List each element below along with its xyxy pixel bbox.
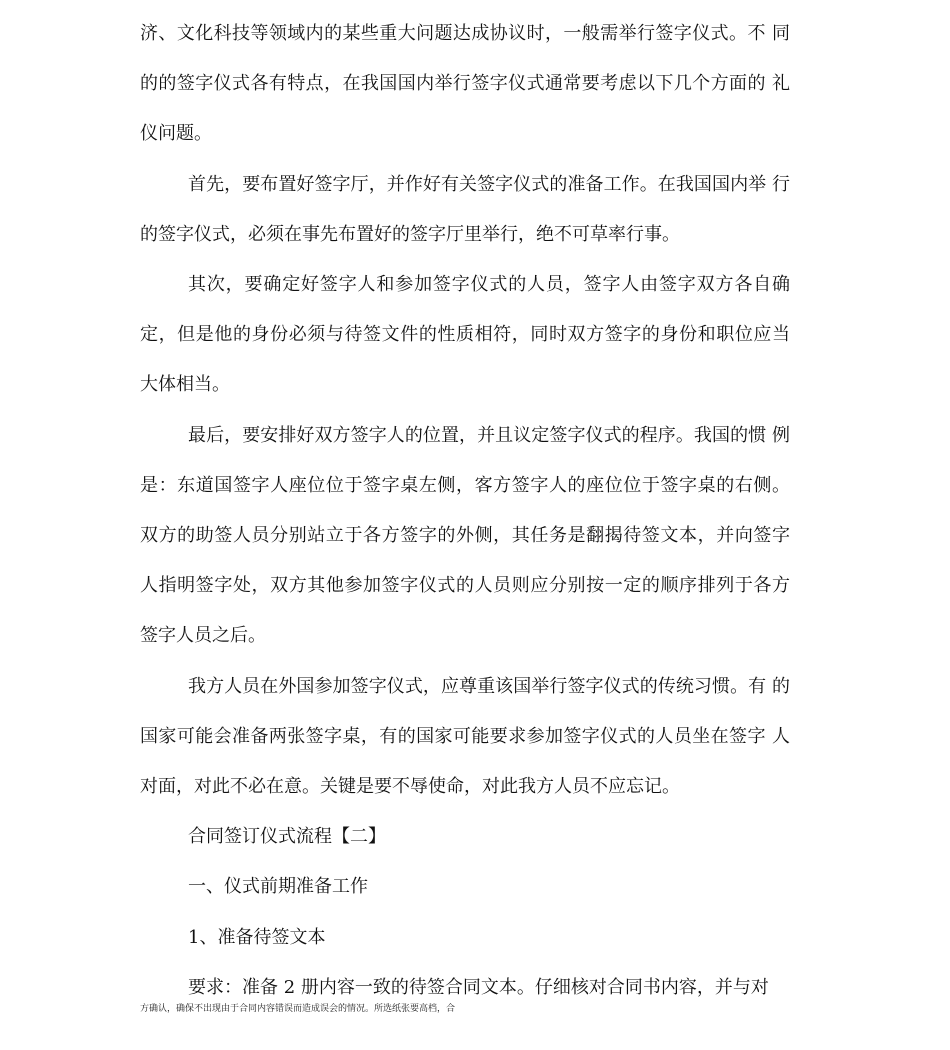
text-line: 济、文化科技等领域内的某些重大问题达成协议时，一般需举行签字仪式。不 同 xyxy=(140,23,790,44)
text-line: 要求：准备 2 册内容一致的待签合同文本。仔细核对合同书内容，并与对 xyxy=(188,977,769,998)
text-line: 合同签订仪式流程【二】 xyxy=(188,826,386,847)
text-line: 是：东道国签字人座位位于签字桌左侧，客方签字人的座位位于签字桌的右侧。 xyxy=(140,475,790,496)
text-line: 其次，要确定好签字人和参加签字仪式的人员，签字人由签字双方各自确 xyxy=(188,274,790,295)
text-line: 一、仪式前期准备工作 xyxy=(188,876,368,897)
text-line: 首先，要布置好签字厅，并作好有关签字仪式的准备工作。在我国国内举 行 xyxy=(188,174,790,195)
footnote-text: 方确认，确保不出现由于合同内容错误而造成误会的情况。所选纸张要高档，合 xyxy=(140,1004,456,1014)
text-line: 1、准备待签文本 xyxy=(188,927,326,948)
text-line: 大体相当。 xyxy=(140,374,230,395)
text-line: 定，但是他的身份必须与待签文件的性质相符，同时双方签字的身份和职位应当 xyxy=(140,324,790,345)
text-line: 人指明签字处，双方其他参加签字仪式的人员则应分别按一定的顺序排列于各方 xyxy=(140,575,790,596)
text-line: 双方的助签人员分别站立于各方签字的外侧，其任务是翻揭待签文本，并向签字 xyxy=(140,525,790,546)
text-line: 签字人员之后。 xyxy=(140,625,266,646)
text-line: 最后，要安排好双方签字人的位置，并且议定签字仪式的程序。我国的惯 例 xyxy=(188,425,790,446)
text-line: 的签字仪式，必须在事先布置好的签字厅里举行，绝不可草率行事。 xyxy=(140,224,680,245)
text-line: 国家可能会准备两张签字桌，有的国家可能要求参加签字仪式的人员坐在签字 人 xyxy=(140,726,790,747)
text-line: 对面，对此不必在意。关键是要不辱使命，对此我方人员不应忘记。 xyxy=(140,776,680,797)
text-line: 的的签字仪式各有特点，在我国国内举行签字仪式通常要考虑以下几个方面的 礼 xyxy=(140,73,790,94)
text-line: 仪问题。 xyxy=(140,123,212,144)
text-line: 我方人员在外国参加签字仪式，应尊重该国举行签字仪式的传统习惯。有 的 xyxy=(188,676,790,697)
